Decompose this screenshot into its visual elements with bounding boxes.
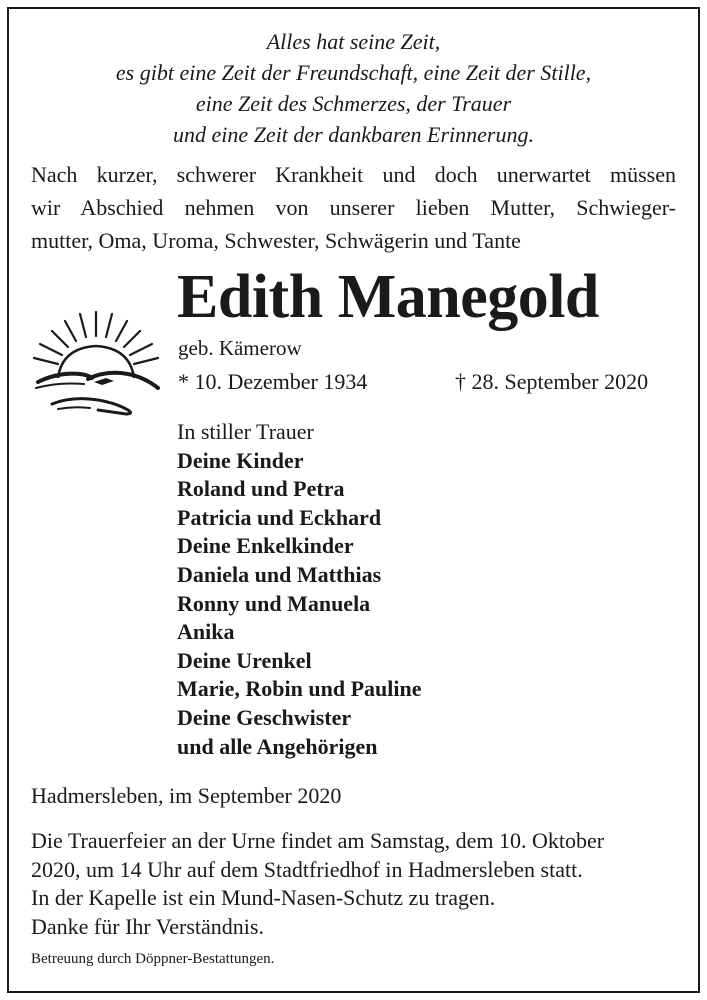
intro-text	[31, 158, 676, 257]
mourner-line: Patricia und Eckhard	[177, 504, 382, 530]
service-line: In der Kapelle ist ein Mund-Nasen-Schutz zu tragen.	[31, 885, 496, 910]
place-date: Hadmersleben, im September 2020	[31, 783, 342, 808]
intro-line: mutter, Oma, Uroma, Schwester, Schwägerin und Tante	[31, 228, 521, 253]
mourner-line: und alle Angehörigen	[177, 733, 378, 759]
mourner-line: Roland und Petra	[177, 476, 345, 502]
mourner-line: Ronny und Manuela	[177, 590, 371, 616]
mourners-list	[177, 418, 657, 761]
poem-line: eine Zeit des Schmerzes, der Trauer	[195, 91, 512, 116]
mourner-line: Daniela und Matthias	[177, 561, 382, 587]
poem	[20, 26, 687, 150]
birth-date: * 10. Dezember 1934	[178, 369, 368, 394]
intro-line: Nach kurzer, schwerer Krankheit und doch unerwartet müssen	[31, 162, 676, 187]
mourners-heading: In stiller Trauer	[177, 419, 314, 444]
maiden-name: geb. Kämerow	[178, 336, 302, 360]
mourner-line: Deine Urenkel	[177, 647, 312, 673]
poem-line: Alles hat seine Zeit,	[266, 29, 441, 54]
mourner-line: Marie, Robin und Pauline	[177, 676, 422, 702]
mourner-line: Deine Kinder	[177, 447, 304, 473]
mourner-line: Deine Geschwister	[177, 704, 352, 730]
service-line: 2020, um 14 Uhr auf dem Stadtfriedhof in Hadmersleben statt.	[31, 856, 583, 882]
poem-line: und eine Zeit der dankbaren Erinnerung.	[173, 122, 534, 147]
intro-line: wir Abschied nehmen von unserer lieben Mutter, Schwieger-	[31, 195, 676, 220]
service-line: Danke für Ihr Verständnis.	[31, 913, 264, 939]
service-line: Die Trauerfeier an der Urne findet am Samstag, dem 10. Oktober	[31, 828, 605, 853]
mourner-line: Deine Enkelkinder	[177, 533, 354, 559]
death-date: † 28. September 2020	[455, 369, 649, 394]
sunset-hand-icon	[28, 308, 164, 420]
funeral-home-credit: Betreuung durch Döppner-Bestattungen.	[31, 951, 275, 967]
deceased-name: Edith Manegold	[177, 263, 599, 331]
service-info	[31, 827, 681, 941]
poem-line: es gibt eine Zeit der Freundschaft, eine Zeit der Stille,	[115, 60, 592, 85]
mourner-line: Anika	[177, 619, 235, 645]
